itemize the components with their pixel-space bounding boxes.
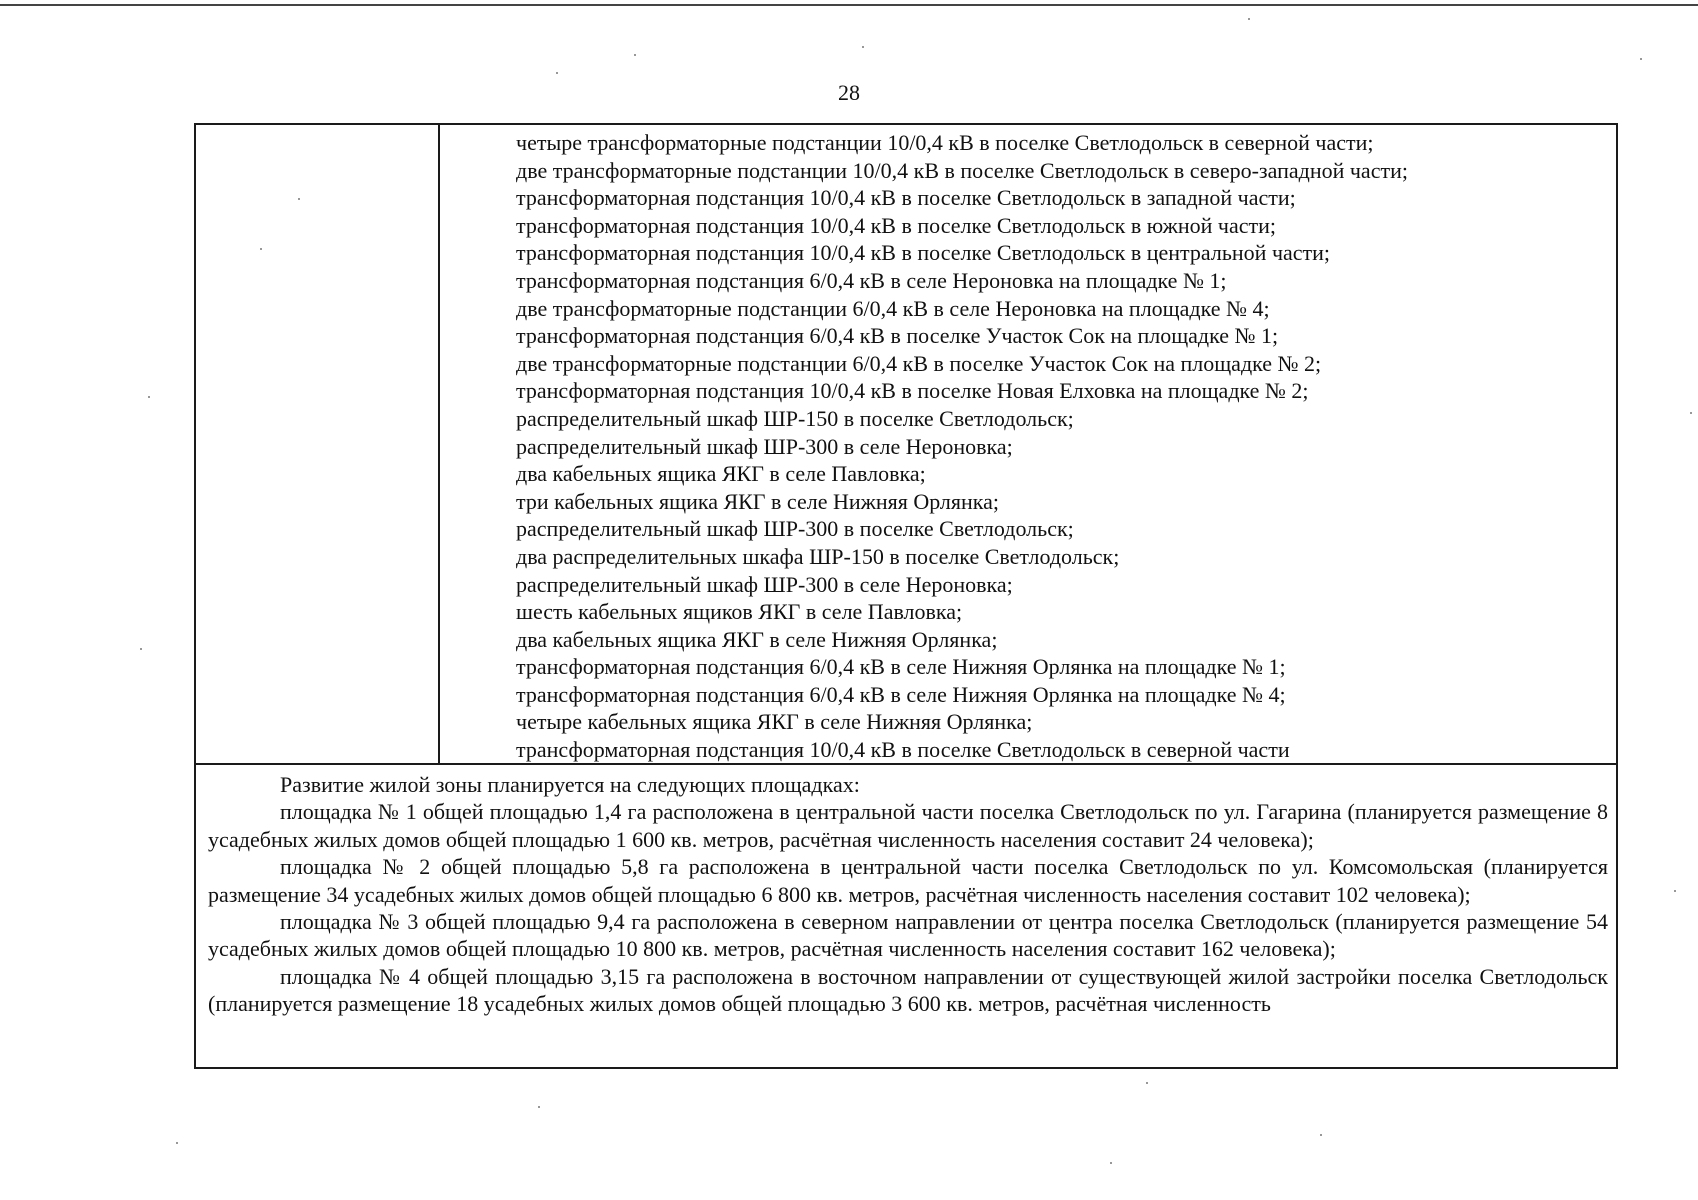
list-item: два распределительных шкафа ШР-150 в поселке Светлодольск; [516,543,1120,569]
table-cell-empty [196,125,440,763]
residential-intro: Развитие жилой зоны планируется на следующих площадках: [280,772,860,797]
list-item: две трансформаторные подстанции 10/0,4 кВ в поселке Светлодольск в северо-западной части; [516,157,1408,183]
list-item: трансформаторная подстанция 6/0,4 кВ в селе Нижняя Орлянка на площадке № 4; [516,681,1286,707]
list-item: трансформаторная подстанция 6/0,4 кВ в селе Нижняя Орлянка на площадке № 1; [516,654,1286,680]
table-row-equipment [196,125,1616,765]
list-item: четыре кабельных ящика ЯКГ в селе Нижняя Орлянка; [516,709,1033,735]
scan-speck [556,72,558,74]
list-item: шесть кабельных ящиков ЯКГ в селе Павловка; [516,599,963,625]
site-2-paragraph: площадка № 2 общей площадью 5,8 га расположена в центральной части поселка Светлодольск по ул. Комсомольская (планируется размещение 34 усадебных жилых домов общей площадью 6 800 кв. метров, расчётная численность населения составит 102 человека); [208,854,1608,907]
top-rule [0,4,1698,6]
scan-speck [298,198,300,200]
scan-speck [538,1106,540,1108]
scan-speck [140,648,142,650]
list-item: две трансформаторные подстанции 6/0,4 кВ в селе Нероновка на площадке № 4; [516,295,1270,321]
scan-speck [176,1142,178,1144]
scan-speck [1110,1162,1112,1164]
scan-speck [1640,58,1642,60]
list-item: распределительный шкаф ШР-300 в селе Нероновка; [516,433,1013,459]
scan-speck [1320,1134,1322,1136]
site-1-paragraph: площадка № 1 общей площадью 1,4 га расположена в центральной части поселка Светлодольск по ул. Гагарина (планируется размещение 8 усадебных жилых домов общей площадью 1 600 кв. метров, расчётная численность населения составит 24 человека); [208,799,1608,852]
site-3-paragraph: площадка № 3 общей площадью 9,4 га расположена в северном направлении от центра поселка Светлодольск (планируется размещение 54 усадебных жилых домов общей площадью 10 800 кв. метров, расчётная численность населения составит 162 человека); [208,909,1608,962]
scan-speck [148,396,150,398]
list-item: трансформаторная подстанция 10/0,4 кВ в поселке Светлодольск в южной части; [516,212,1276,238]
list-item: распределительный шкаф ШР-300 в селе Нероновка; [516,571,1013,597]
scan-speck [260,248,262,250]
table-cell-equipment-list [440,125,1616,763]
list-item: распределительный шкаф ШР-150 в поселке Светлодольск; [516,405,1074,431]
list-item: две трансформаторные подстанции 6/0,4 кВ в поселке Участок Сок на площадке № 2; [516,350,1322,376]
document-table [194,123,1618,1069]
list-item: распределительный шкаф ШР-300 в поселке Светлодольск; [516,516,1074,542]
list-item: трансформаторная подстанция 10/0,4 кВ в поселке Светлодольск в западной части; [516,185,1296,211]
page-number: 28 [838,80,860,105]
site-4-paragraph: площадка № 4 общей площадью 3,15 га расположена в восточном направлении от существующей жилой застройки поселка Светлодольск (планируется размещение 18 усадебных жилых домов общей площадью 3 600 кв. метров, расчётная численность [208,963,1608,1017]
list-item: трансформаторная подстанция 10/0,4 кВ в поселке Светлодольск в северной части [516,737,1290,763]
scan-speck [634,54,636,56]
scan-speck [862,46,864,48]
list-item: трансформаторная подстанция 10/0,4 кВ в поселке Новая Елховка на площадке № 2; [516,378,1309,404]
list-item: трансформаторная подстанция 6/0,4 кВ в селе Нероновка на площадке № 1; [516,267,1227,293]
equipment-list [440,129,1616,764]
table-row-residential-zone [196,767,1616,1018]
list-item: два кабельных ящика ЯКГ в селе Нижняя Орлянка; [516,626,998,652]
scan-speck [1674,890,1676,892]
list-item: два кабельных ящика ЯКГ в селе Павловка; [516,461,926,487]
list-item: три кабельных ящика ЯКГ в селе Нижняя Орлянка; [516,488,1000,514]
list-item: трансформаторная подстанция 6/0,4 кВ в поселке Участок Сок на площадке № 1; [516,323,1279,349]
scan-speck [1248,18,1250,20]
scan-speck [1690,412,1692,414]
list-item: четыре трансформаторные подстанции 10/0,4 кВ в поселке Светлодольск в северной части; [516,130,1374,155]
list-item: трансформаторная подстанция 10/0,4 кВ в поселке Светлодольск в центральной части; [516,240,1331,266]
scan-speck [1146,1082,1148,1084]
